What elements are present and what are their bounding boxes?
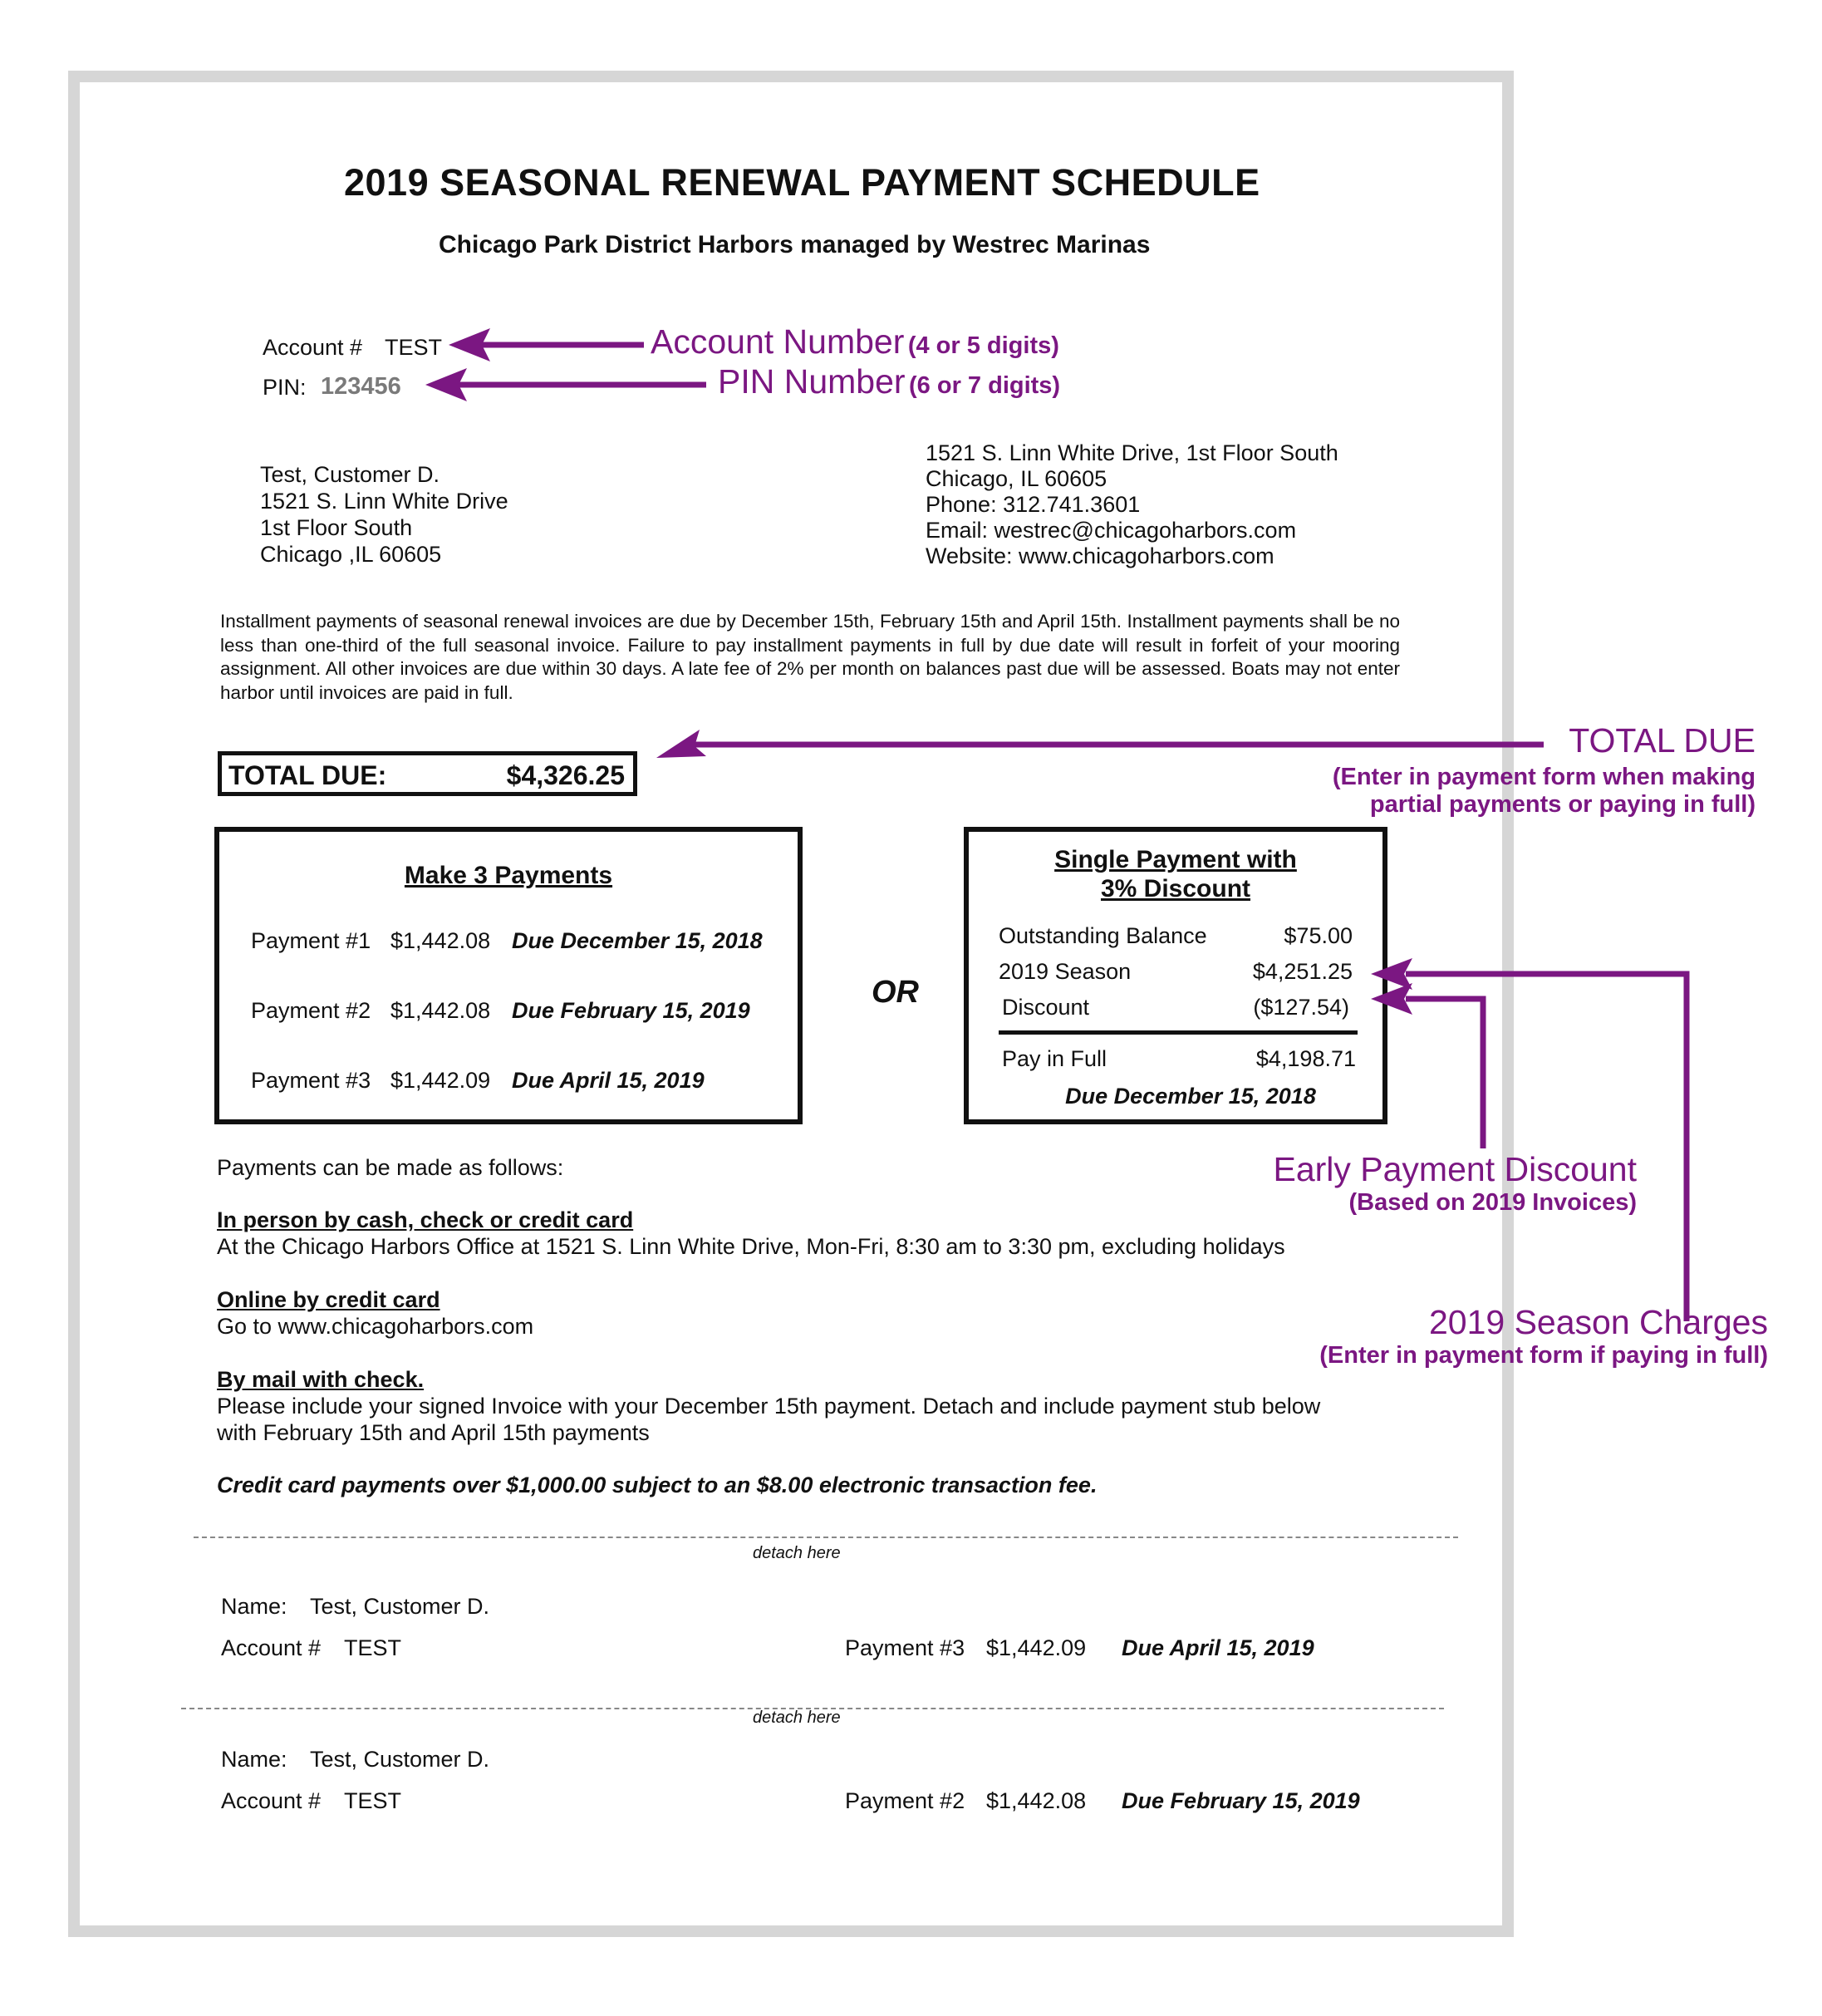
discount-arrow-shaft [1406, 999, 1483, 1148]
customer-street: 1521 S. Linn White Drive [260, 489, 508, 514]
stub-2-name-value: Test, Customer D. [310, 1747, 490, 1772]
season-arrow-shaft [1406, 974, 1687, 1321]
customer-floor: 1st Floor South [260, 515, 413, 540]
in-person-heading: In person by cash, check or credit card [217, 1207, 634, 1232]
pin-value: 123456 [321, 373, 401, 400]
account-number-annotation [651, 322, 1059, 361]
discount-label: Discount [1002, 995, 1090, 1020]
customer-name: Test, Customer D. [260, 462, 440, 487]
stub-2-account-value: TEST [344, 1788, 402, 1813]
office-website: Website: www.chicagoharbors.com [926, 543, 1274, 568]
total-due-annotation-note-2: partial payments or paying in full) [1369, 791, 1756, 818]
or-label: OR [872, 975, 919, 1010]
payment-methods-intro: Payments can be made as follows: [217, 1155, 564, 1180]
office-email: Email: westrec@chicagoharbors.com [926, 518, 1297, 543]
single-payment-heading-line2: 3% Discount [1100, 875, 1251, 902]
stub-2-name-label: Name: [221, 1747, 287, 1772]
single-payment-heading-line1: Single Payment with [1054, 846, 1297, 873]
stub-1-name-value: Test, Customer D. [310, 1594, 490, 1619]
stub-1-account-label: Account # [221, 1635, 322, 1660]
online-heading: Online by credit card [217, 1287, 440, 1312]
payment-2-label: Payment #2 [251, 998, 371, 1023]
payment-1-label: Payment #1 [251, 928, 371, 953]
mail-heading: By mail with check. [217, 1367, 425, 1392]
three-payments-heading: Make 3 Payments [404, 862, 613, 889]
stub-2-amount: $1,442.08 [986, 1788, 1087, 1813]
stub-1-due: Due April 15, 2019 [1122, 1635, 1314, 1660]
office-phone: Phone: 312.741.3601 [926, 492, 1141, 517]
pin-number-annotation [718, 362, 1060, 401]
credit-card-fee-note: Credit card payments over $1,000.00 subject to an $8.00 electronic transaction fee. [217, 1473, 1098, 1497]
payment-2-amount: $1,442.08 [390, 998, 491, 1023]
stub-1-account-value: TEST [344, 1635, 402, 1660]
season-charges-annotation-note: (Enter in payment form if paying in full) [1319, 1342, 1768, 1369]
document-title: 2019 SEASONAL RENEWAL PAYMENT SCHEDULE [344, 161, 1260, 204]
detach-label-1: detach here [753, 1544, 841, 1562]
mail-text-line1: Please include your signed Invoice with your December 15th payment. Detach and include payment stub below [217, 1394, 1321, 1419]
total-due-annotation [1333, 721, 1756, 819]
payment-1-amount: $1,442.08 [390, 928, 491, 953]
total-due-label: TOTAL DUE: [228, 760, 387, 790]
payment-1-due: Due December 15, 2018 [512, 928, 763, 953]
customer-city: Chicago ,IL 60605 [260, 542, 442, 567]
office-city: Chicago, IL 60605 [926, 466, 1107, 491]
early-discount-annotation [1273, 1150, 1637, 1217]
pay-in-full-value: $4,198.71 [1255, 1046, 1356, 1071]
detach-label-2: detach here [753, 1709, 841, 1727]
season-value: $4,251.25 [1252, 959, 1353, 984]
season-charges-annotation-title: 2019 Season Charges [1428, 1303, 1768, 1341]
single-payment-due: Due December 15, 2018 [1065, 1084, 1316, 1109]
account-number-annotation-title: Account Number [651, 322, 905, 361]
total-due-annotation-note-1: (Enter in payment form when making [1332, 764, 1756, 790]
total-due-value: $4,326.25 [506, 760, 625, 790]
payment-2-due: Due February 15, 2019 [512, 998, 750, 1023]
stub-2-payment-label: Payment #2 [845, 1788, 965, 1813]
payment-3-label: Payment #3 [251, 1068, 371, 1093]
payment-3-amount: $1,442.09 [390, 1068, 491, 1093]
pin-number-annotation-title: PIN Number [718, 362, 906, 401]
stub-1-payment-label: Payment #3 [845, 1635, 965, 1660]
mail-text-line2: with February 15th and April 15th payments [217, 1420, 650, 1445]
outstanding-balance-label: Outstanding Balance [999, 923, 1207, 948]
outstanding-balance-value: $75.00 [1284, 923, 1353, 948]
pin-label: PIN: [263, 375, 307, 400]
account-number-annotation-note: (4 or 5 digits) [907, 332, 1059, 359]
season-charges-annotation [1319, 1303, 1768, 1369]
early-discount-annotation-note: (Based on 2019 Invoices) [1348, 1189, 1637, 1216]
pin-number-annotation-note: (6 or 7 digits) [909, 372, 1061, 399]
discount-value: ($127.54) [1253, 995, 1349, 1020]
total-due-annotation-title: TOTAL DUE [1569, 721, 1756, 760]
account-label: Account # [263, 335, 363, 360]
in-person-text: At the Chicago Harbors Office at 1521 S. Linn White Drive, Mon-Fri, 8:30 am to 3:30 pm, excluding holidays [217, 1234, 1285, 1259]
stub-1-name-label: Name: [221, 1594, 287, 1619]
stub-2-account-label: Account # [221, 1788, 322, 1813]
season-label: 2019 Season [999, 959, 1132, 984]
stub-1-amount: $1,442.09 [986, 1635, 1087, 1660]
document-subtitle: Chicago Park District Harbors managed by Westrec Marinas [439, 231, 1151, 258]
payment-3-due: Due April 15, 2019 [512, 1068, 705, 1093]
policy-text: Installment payments of seasonal renewal invoices are due by December 15th, February 15th and April 15th. Installment payments shall be no less than one-third of the full seasonal invoice. Failure to pay installment payments in full by due date will result in forfeit of your mooring assignment. All other invoices are due within 30 days. A late fee of 2% per month on balances past due will be assessed. Boats may not enter harbor until invoices are paid in full. [220, 611, 1400, 703]
early-discount-annotation-title: Early Payment Discount [1273, 1150, 1637, 1188]
stub-2-due: Due February 15, 2019 [1122, 1788, 1360, 1813]
pay-in-full-label: Pay in Full [1002, 1046, 1107, 1071]
office-street: 1521 S. Linn White Drive, 1st Floor South [926, 440, 1338, 465]
online-text: Go to www.chicagoharbors.com [217, 1314, 534, 1339]
account-value: TEST [385, 335, 443, 360]
